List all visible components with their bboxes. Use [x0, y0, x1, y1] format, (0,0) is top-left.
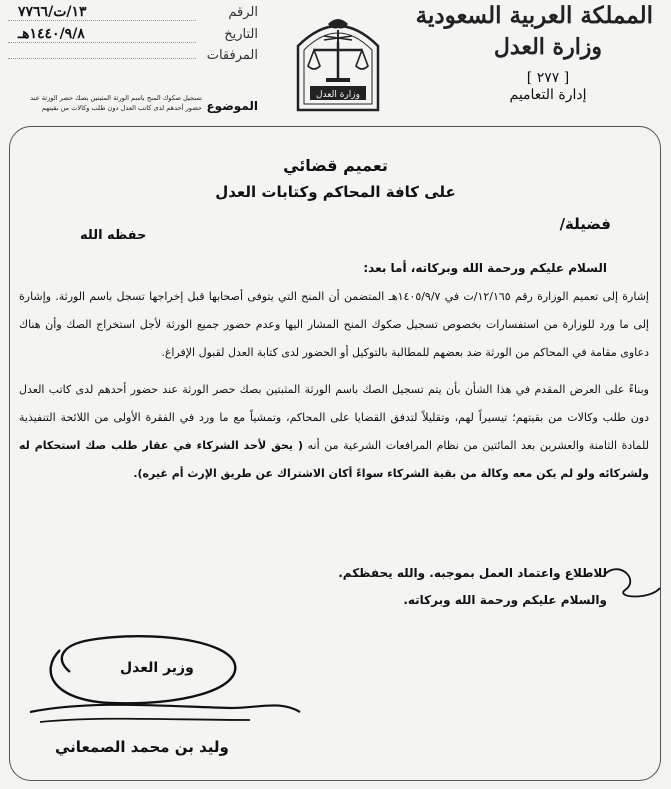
- ministry-emblem-icon: [290, 10, 386, 114]
- number-label: الرقم: [228, 5, 258, 20]
- meta-attachments-row: [8, 48, 258, 70]
- date-label: التاريخ: [224, 27, 258, 42]
- paragraph-2-lead: وبناءً على العرض المقدم في هذا الشأن بأن يتم تسجيل الصك باسم الورثة المثبتين بصك حصر الورثة عند حضور أحدهم لدى كاتب العدل دون طلب وكالات من بقيتهم؛ تيسيراً لهم، وتقليلاً لتدفق القضايا على المحاكم، وتمشياً مع ما ورد في الفقرة الأولى من اللائحة التنفيذية للمادة الثامنة والعشرين بعد المائتين من نظام المرافعات الشرعية من أنه: [19, 383, 649, 452]
- department-name: إدارة التعاميم: [509, 86, 587, 103]
- circular-recipients: على كافة المحاكم وكتابات العدل: [215, 183, 456, 201]
- closing-greeting: والسلام عليكم ورحمة الله وبركاته.: [403, 593, 607, 607]
- kingdom-name: المملكة العربية السعودية: [415, 2, 653, 29]
- letter-meta: [8, 4, 258, 70]
- subject-line-2: حضور أحدهم لدى كاتب العدل دون طلب وكالات من بقيتهم: [41, 103, 202, 112]
- salutation: فضيلة/: [559, 215, 611, 233]
- date-value: ١٤٤٠/٩/٨هـ: [8, 26, 196, 43]
- subject-line-1: تسجيل صكوك المنح باسم الورثة المثبتين بصك حصر الورثة عند: [30, 94, 202, 102]
- number-value: ١٣/ت/٧٧٦٦: [8, 4, 196, 21]
- emblem-label: وزارة العدل: [316, 90, 360, 100]
- circular-title: تعميم قضائي: [283, 156, 388, 175]
- closing-instruction: للاطلاع واعتماد العمل بموجبه. والله يحفظكم.: [338, 566, 607, 580]
- subject-row: [8, 94, 258, 113]
- minister-title: وزير العدل: [120, 660, 194, 676]
- letterhead-right: [415, 2, 653, 103]
- subject-text: [8, 94, 202, 113]
- greeting: السلام عليكم ورحمة الله وبركاته، أما بعد:: [363, 261, 607, 275]
- attachments-value: [8, 58, 196, 59]
- honorific: حفظه الله: [80, 228, 147, 243]
- subject-label: الموضوع: [206, 99, 258, 113]
- circular-number: [ ٢٧٧ ]: [526, 69, 570, 86]
- paragraph-2: [19, 376, 649, 544]
- attachments-label: المرفقات: [206, 48, 258, 63]
- minister-name: وليد بن محمد الصمعاني: [55, 738, 229, 756]
- paragraph-2-quote: ( يحق لأحد الشركاء في عقار طلب صك استحكام له ولشركائه ولو لم يكن معه وكالة من بقية الشركاء سواءً أكان الاشتراك عن طريق الإرث أم غيره).: [19, 439, 649, 480]
- meta-date-row: [8, 26, 258, 48]
- paragraph-1: إشارة إلى تعميم الوزارة رقم ١٢/١٦٥/ت في ١٤٠٥/٩/٧هـ المتضمن أن المنح التي يتوفى أصحابها قبل إخراجها تسجل باسم الورثة. وإشارة إلى ما ورد للوزارة من استفسارات بخصوص تسجيل صكوك المنح المشار اليها وعدم حضور جميع الورثة لأجل استخراج الصك وأن هناك دعاوى مقامة في المحاكم من الورثة ضد بعضهم للمطالبة بالتوكيل أو الحضور لدى كتابة العدل لقبول الإفراغ.: [19, 290, 649, 359]
- ministry-name: وزارة العدل: [493, 33, 603, 60]
- meta-number-row: [8, 4, 258, 26]
